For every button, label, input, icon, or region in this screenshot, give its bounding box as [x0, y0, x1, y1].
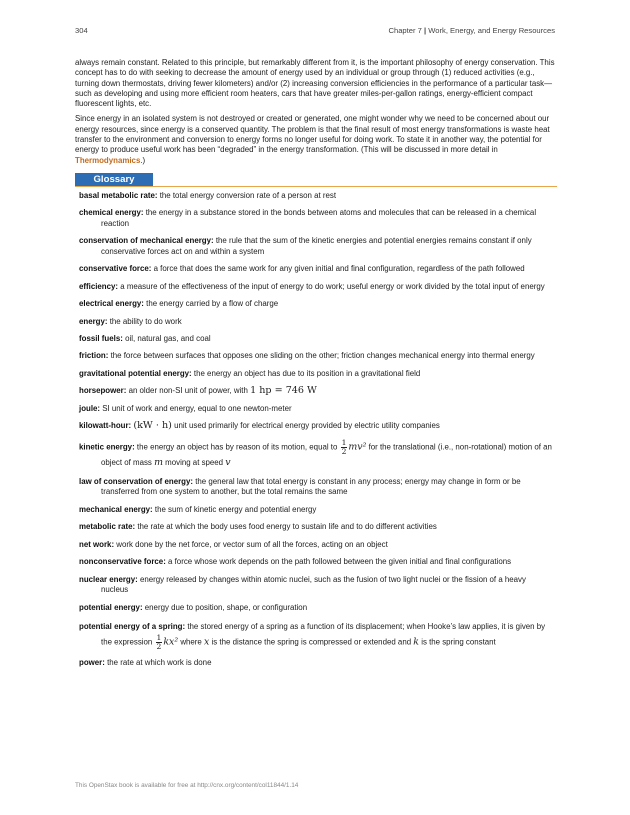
glossary-term: kilowatt-hour:: [79, 421, 132, 431]
glossary-term: horsepower:: [79, 386, 127, 396]
one-half-fraction: [341, 439, 348, 456]
glossary-entry: [79, 575, 553, 596]
glossary-term: basal metabolic rate:: [79, 191, 158, 200]
glossary-term: kinetic energy:: [79, 442, 135, 452]
glossary-term: efficiency:: [79, 281, 119, 291]
running-header: [389, 26, 556, 35]
glossary-term: energy:: [79, 316, 108, 326]
glossary-entry: [79, 557, 553, 567]
glossary-definition: a force whose work depends on the path followed between the given initial and final configurations: [168, 557, 512, 567]
glossary-definition: unit used primarily for electrical energy provided by electric utility companies: [174, 421, 440, 431]
glossary-term: mechanical energy:: [79, 504, 153, 514]
glossary-definition: the general law that total energy is constant in any process; energy may change in form or be transferred from one system to another, but the total remains the same: [101, 477, 521, 497]
glossary-entry: [79, 439, 553, 470]
glossary-definition: energy released by changes within atomic nuclei, such as the fusion of two light nuclei or the fission of a heavy nucleus: [101, 574, 526, 595]
glossary-entry: [79, 421, 553, 431]
glossary-definition: SI unit of work and energy, equal to one newton-meter: [102, 403, 292, 413]
thermodynamics-link[interactable]: Thermodynamics: [75, 155, 141, 165]
glossary-definition: the rate at which the body uses food energy to sustain life and to do different activities: [137, 522, 437, 532]
glossary-entry: [79, 404, 553, 414]
fraction-denominator: 2: [341, 446, 347, 456]
glossary-entry: [79, 317, 553, 327]
glossary-definition-cont: where: [180, 637, 202, 647]
glossary-term: chemical energy:: [79, 208, 144, 218]
fraction-denominator: 2: [156, 642, 162, 652]
glossary-entry: [79, 386, 553, 396]
glossary-definition-cont: moving at speed: [165, 457, 224, 467]
glossary-term: net work:: [79, 539, 115, 549]
glossary-definition: the rate at which work is done: [107, 658, 212, 668]
glossary-definition: the stored energy of a spring as a function of its displacement; when Hooke’s law applies, it is given by the expression: [101, 622, 546, 647]
glossary-term: nuclear energy:: [79, 574, 138, 584]
glossary-definition: the rule that the sum of the kinetic energies and potential energies remains constant if only conservative forces act on and within a system: [101, 236, 532, 256]
glossary-definition: the total energy conversion rate of a person at rest: [159, 191, 337, 200]
glossary-term: fossil fuels:: [79, 333, 123, 343]
glossary-definition: energy due to position, shape, or configuration: [144, 602, 308, 612]
glossary-definition: the energy in a substance stored in the bonds between atoms and molecules that can be released in a chemical reaction: [101, 208, 537, 228]
glossary-definition: the energy carried by a flow of charge: [146, 299, 279, 309]
displacement-variable: x: [204, 636, 210, 648]
glossary-title: Glossary: [75, 173, 153, 186]
glossary-term: joule:: [79, 403, 101, 413]
glossary-entry: [79, 236, 553, 257]
glossary-definition: a measure of the effectiveness of the input of energy to do work; useful energy or work divided by the total input of energy: [120, 281, 545, 291]
paragraph-2-end: .): [140, 155, 146, 165]
glossary-term: electrical energy:: [79, 299, 144, 309]
horsepower-equation: 1 hp = 746 W: [250, 385, 317, 397]
glossary-definition: the energy an object has due to its position in a gravitational field: [193, 368, 421, 378]
header-separator: |: [423, 26, 427, 35]
glossary-definition: the energy an object has by reason of its motion, equal to: [136, 442, 338, 452]
fraction-numerator: 1: [341, 437, 347, 447]
chapter-label: Chapter 7: [388, 26, 422, 35]
fraction-numerator: 1: [156, 633, 162, 643]
page-footer: This OpenStax book is available for free at http://cnx.org/content/col11844/1.14: [75, 782, 299, 789]
glossary-entry: [79, 282, 553, 292]
glossary-definition: oil, natural gas, and coal: [125, 333, 211, 343]
glossary-term: power:: [79, 658, 105, 668]
glossary-term: potential energy:: [79, 602, 143, 612]
chapter-title: Work, Energy, and Energy Resources: [428, 26, 555, 35]
glossary-entry: [79, 477, 553, 498]
glossary-entry: [79, 264, 553, 274]
glossary-term: friction:: [79, 351, 109, 361]
glossary-entry: [79, 208, 553, 229]
mass-variable: m: [154, 456, 163, 468]
glossary-entry: [79, 540, 553, 550]
glossary-term: conservation of mechanical energy:: [79, 236, 214, 246]
paragraph-2: [75, 114, 557, 165]
paragraph-2-text: Since energy in an isolated system is not destroyed or created or generated, one might wonder why we need to be concerned about our energy resources, since energy is a conserved quantity. The problem is that the final result of most energy transformations is waste heat transfer to the environment and conversion to energy forms no longer useful for doing work. To state it in another way, the potential for energy to produce useful work has been “degraded” in the energy transformation. (This will be discussed in more detail in: [75, 114, 550, 155]
glossary-term: conservative force:: [79, 264, 152, 274]
one-half-fraction: [156, 634, 163, 651]
speed-variable: v: [225, 456, 231, 468]
glossary-term: law of conservation of energy:: [79, 477, 193, 487]
glossary-term: metabolic rate:: [79, 522, 136, 532]
glossary-entry: [79, 522, 553, 532]
paragraph-1: always remain constant. Related to this principle, but remarkably different from it, is the important philosophy of energy conservation. This concept has to do with seeking to decrease the amount of energy used by an individual or group through (1) reduced activities (e.g., turning down thermostats, driving fewer kilometers) and/or (2) increasing conversion efficiencies in the performance of a particular task—such as developing and using more efficient room heaters, cars that have greater miles-per-gallon ratings, energy-efficient compact fluorescent lights, etc.: [75, 58, 555, 109]
glossary-definition-cont: for the translational (i.e., non-rotational) motion of an object of mass: [101, 442, 552, 467]
glossary-definition-cont: is the distance the spring is compressed or extended and: [211, 637, 412, 647]
glossary-term: gravitational potential energy:: [79, 368, 192, 378]
glossary-entry: [79, 369, 553, 379]
spring-energy-expression: kx²: [163, 636, 179, 648]
glossary-entry: [79, 658, 553, 668]
glossary-definition: an older non-SI unit of power, with: [128, 386, 248, 396]
glossary-entry: [79, 334, 553, 344]
glossary-definition-cont: is the spring constant: [421, 637, 496, 647]
glossary-entry: [79, 351, 553, 361]
glossary-entry: [79, 620, 553, 651]
glossary-header: [75, 173, 557, 187]
kinetic-energy-expression: mv²: [348, 441, 367, 453]
glossary-list: [79, 191, 553, 676]
glossary-term: nonconservative force:: [79, 557, 166, 567]
glossary-definition: the force between surfaces that opposes one sliding on the other; friction changes mechanical energy into thermal energy: [110, 351, 535, 361]
glossary-entry: [79, 603, 553, 613]
kilowatt-hour-symbol: (kW · h): [133, 420, 172, 432]
glossary-definition: the ability to do work: [109, 316, 182, 326]
glossary-definition: work done by the net force, or vector sum of all the forces, acting on an object: [116, 539, 388, 549]
glossary-entry: [79, 191, 553, 201]
glossary-entry: [79, 299, 553, 309]
glossary-definition: the sum of kinetic energy and potential energy: [154, 504, 317, 514]
glossary-definition: a force that does the same work for any given initial and final configuration, regardless of the path followed: [153, 264, 525, 274]
glossary-term: potential energy of a spring:: [79, 622, 186, 632]
page-number: 304: [75, 26, 88, 35]
glossary-entry: [79, 505, 553, 515]
body-text: [75, 58, 557, 171]
spring-constant-variable: k: [413, 636, 419, 648]
